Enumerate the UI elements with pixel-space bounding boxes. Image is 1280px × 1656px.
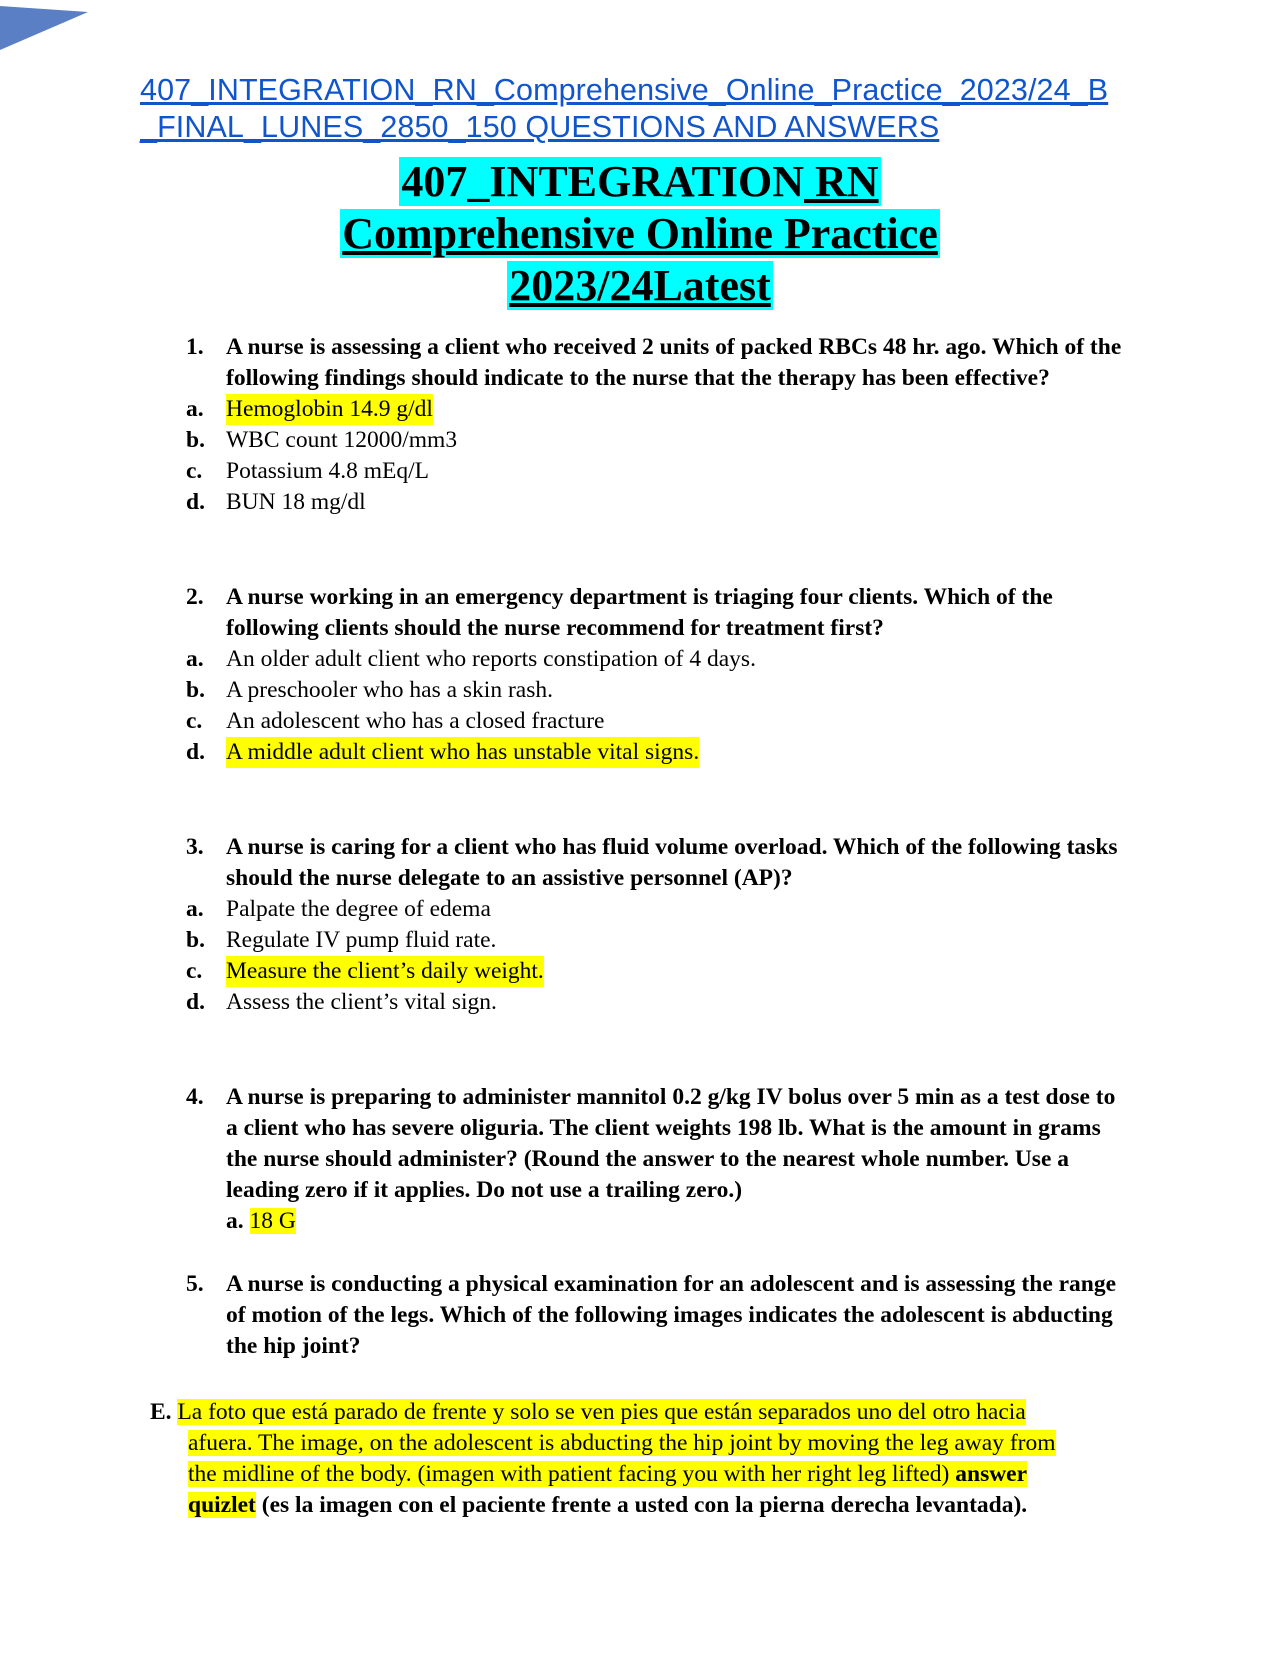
link-title-line-1[interactable]: 407_INTEGRATION_RN_Comprehensive_Online_Practice_2023/24_B bbox=[140, 73, 1109, 107]
question-number: 1. bbox=[186, 334, 204, 360]
option-text-correct: Measure the client’s daily weight. bbox=[226, 956, 544, 987]
option-text: An adolescent who has a closed fracture bbox=[226, 708, 605, 734]
question-list bbox=[186, 332, 1126, 1362]
option-letter: d. bbox=[186, 489, 205, 515]
option-text: Regulate IV pump fluid rate. bbox=[226, 927, 497, 953]
answer-option bbox=[186, 394, 1126, 425]
option-text-correct: 18 G bbox=[249, 1208, 296, 1234]
answer-option bbox=[186, 894, 1126, 925]
page-title bbox=[0, 156, 1280, 312]
answer-letter: E. bbox=[150, 1399, 172, 1425]
title-line-1 bbox=[399, 157, 880, 206]
option-letter: d. bbox=[186, 989, 205, 1015]
question-5 bbox=[186, 1269, 1126, 1362]
answer-option bbox=[186, 925, 1126, 956]
option-letter: a. bbox=[186, 646, 204, 672]
question-text: A nurse is assessing a client who received 2 units of packed RBCs 48 hr. ago. Which of the following findings should indicate to the nurse that the therapy has been effective? bbox=[226, 334, 1122, 391]
question-4 bbox=[186, 1082, 1126, 1237]
title-line-3: 2023/24Latest bbox=[509, 261, 771, 310]
question-5-answer bbox=[150, 1397, 1130, 1521]
option-text: BUN 18 mg/dl bbox=[226, 489, 366, 515]
answer-option bbox=[186, 675, 1126, 706]
option-letter: b. bbox=[186, 677, 205, 703]
corner-triangle-shape bbox=[0, 6, 90, 52]
answer-tail: (es la imagen con el paciente frente a usted con la pierna derecha levantada). bbox=[261, 1492, 1028, 1518]
question-3 bbox=[186, 832, 1126, 1018]
option-text: Potassium 4.8 mEq/L bbox=[226, 458, 430, 484]
question-number: 2. bbox=[186, 584, 204, 610]
option-letter: a. bbox=[226, 1208, 244, 1234]
option-text-correct: Hemoglobin 14.9 g/dl bbox=[226, 394, 433, 425]
question-text: A nurse is conducting a physical examination for an adolescent and is assessing the range of motion of the legs. Which of the following images indicates the adolescent is abducting the hip joint? bbox=[226, 1271, 1117, 1359]
title-line-1-part-b: RN bbox=[804, 157, 879, 206]
option-text: A preschooler who has a skin rash. bbox=[226, 677, 553, 703]
option-text: Palpate the degree of edema bbox=[226, 896, 491, 922]
question-number: 4. bbox=[186, 1084, 204, 1110]
question-number: 3. bbox=[186, 834, 204, 860]
title-line-2: Comprehensive Online Practice bbox=[342, 209, 938, 258]
question-1 bbox=[186, 332, 1126, 518]
question-text: A nurse working in an emergency department is triaging four clients. Which of the following clients should the nurse recommend for treatment first? bbox=[226, 584, 1053, 641]
answer-option bbox=[186, 706, 1126, 737]
answer-option bbox=[186, 956, 1126, 987]
document-link-title[interactable] bbox=[140, 72, 1140, 146]
option-letter: a. bbox=[186, 396, 204, 422]
title-line-1-part-a: 407_INTEGRATION bbox=[401, 157, 804, 206]
option-text: An older adult client who reports constipation of 4 days. bbox=[226, 646, 756, 672]
answer-option bbox=[186, 987, 1126, 1018]
answer-line-1: La foto que está parado de frente y solo se ven pies que están separados uno del otro hacia bbox=[177, 1399, 1026, 1425]
option-letter: c. bbox=[186, 958, 203, 984]
option-letter: c. bbox=[186, 708, 203, 734]
question-text: A nurse is preparing to administer mannitol 0.2 g/kg IV bolus over 5 min as a test dose to a client who has severe oliguria. The client weights 198 lb. What is the amount in grams the nurse should administer? (Round the answer to the nearest whole number. Use a leading zero if it applies. Do not use a trailing zero.) bbox=[226, 1084, 1116, 1203]
answer-line-2: afuera. The image, on the adolescent is abducting the hip joint by moving the leg away from bbox=[188, 1430, 1056, 1456]
quizlet-label: quizlet bbox=[188, 1492, 256, 1518]
answer-option bbox=[186, 644, 1126, 675]
option-letter: b. bbox=[186, 927, 205, 953]
answer-option bbox=[186, 737, 1126, 768]
option-text-correct: A middle adult client who has unstable vital signs. bbox=[226, 737, 699, 768]
link-title-line-2[interactable]: _FINAL_LUNES_2850_150 QUESTIONS AND ANSWERS bbox=[140, 110, 940, 144]
answer-option bbox=[186, 487, 1126, 518]
option-text: WBC count 12000/mm3 bbox=[226, 427, 458, 453]
option-text: Assess the client’s vital sign. bbox=[226, 989, 497, 1015]
answer-option bbox=[186, 425, 1126, 456]
question-2 bbox=[186, 582, 1126, 768]
option-letter: d. bbox=[186, 739, 205, 765]
answer-label: answer bbox=[955, 1461, 1028, 1487]
question-number: 5. bbox=[186, 1271, 204, 1297]
option-letter: c. bbox=[186, 458, 203, 484]
option-letter: b. bbox=[186, 427, 205, 453]
answer-option bbox=[186, 456, 1126, 487]
answer-line-3: the midline of the body. (imagen with patient facing you with her right leg lifted) bbox=[188, 1461, 950, 1487]
option-letter: a. bbox=[186, 896, 204, 922]
answer-option bbox=[186, 1206, 1126, 1237]
question-text: A nurse is caring for a client who has fluid volume overload. Which of the following tasks should the nurse delegate to an assistive personnel (AP)? bbox=[226, 834, 1118, 891]
